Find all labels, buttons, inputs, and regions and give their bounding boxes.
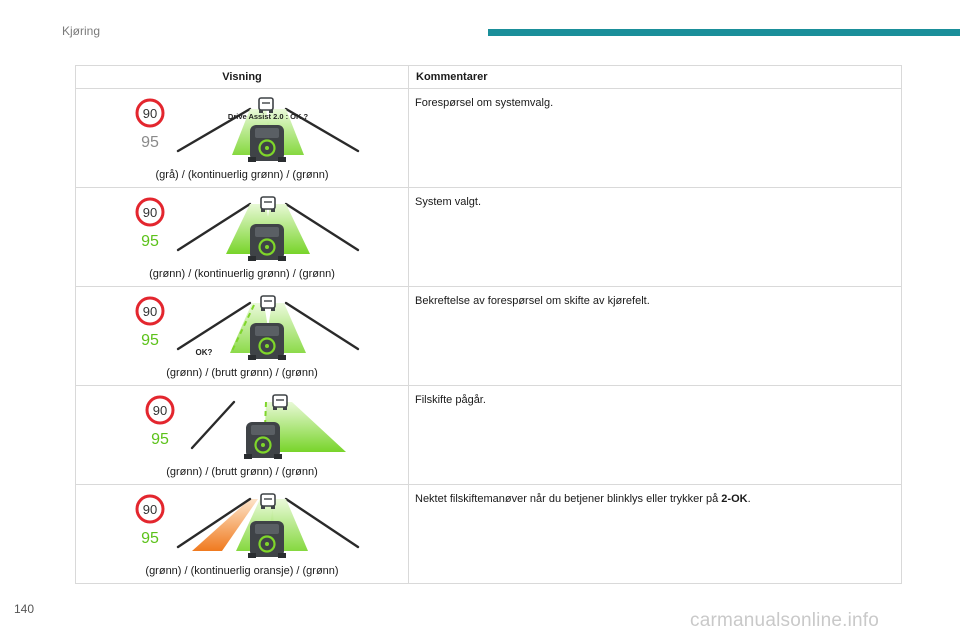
button-reference: 2-OK	[721, 493, 748, 505]
lane-assist-illustration	[126, 95, 366, 165]
system-message-text: Drive Assist 2.0 : OK ?	[227, 112, 309, 121]
table-row	[76, 287, 902, 386]
suggested-speed-value: 95	[141, 530, 159, 547]
display-caption: (grønn) / (brutt grønn) / (grønn)	[166, 367, 318, 379]
header-accent-bar	[488, 29, 960, 36]
speed-limit-value: 90	[142, 502, 158, 517]
lane-assist-illustration	[126, 392, 366, 462]
comment-cell	[409, 89, 902, 188]
comment-text: Nektet filskiftemanøver når du betjener blinklys eller trykker på 2-OK.	[415, 493, 751, 505]
table-header-row	[76, 66, 902, 89]
display-cell	[76, 287, 409, 386]
display-caption: (grønn) / (brutt grønn) / (grønn)	[166, 466, 318, 478]
system-message-text: OK?	[195, 348, 213, 357]
comment-text: Filskifte pågår.	[415, 394, 486, 406]
display-caption: (grønn) / (kontinuerlig oransje) / (grønn)	[145, 565, 339, 577]
comment-text: System valgt.	[415, 196, 482, 208]
display-cell	[76, 89, 409, 188]
table-row	[76, 485, 902, 584]
comment-cell	[409, 485, 902, 584]
suggested-speed-value: 95	[151, 431, 169, 448]
speed-limit-value: 90	[152, 403, 168, 418]
lane-assist-illustration	[126, 491, 366, 561]
speed-limit-value: 90	[142, 304, 158, 319]
lane-assist-illustration	[126, 194, 366, 264]
display-cell	[76, 386, 409, 485]
table-row	[76, 188, 902, 287]
suggested-speed-value: 95	[141, 233, 159, 250]
speed-limit-value: 90	[142, 106, 158, 121]
column-header-display: Visning	[76, 66, 409, 89]
suggested-speed-value: 95	[141, 332, 159, 349]
column-header-comments: Kommentarer	[409, 66, 902, 89]
comment-text: Bekreftelse av forespørsel om skifte av kjørefelt.	[415, 295, 650, 307]
display-cell	[76, 485, 409, 584]
section-title: Kjøring	[62, 24, 101, 38]
display-cell	[76, 188, 409, 287]
table-row	[76, 386, 902, 485]
speed-limit-value: 90	[142, 205, 158, 220]
display-table	[75, 65, 902, 584]
comment-cell	[409, 188, 902, 287]
suggested-speed-value: 95	[141, 134, 159, 151]
page-number: 140	[14, 602, 35, 616]
display-caption: (grønn) / (kontinuerlig grønn) / (grønn)	[149, 268, 335, 280]
comment-text: Forespørsel om systemvalg.	[415, 97, 554, 109]
display-caption: (grå) / (kontinuerlig grønn) / (grønn)	[155, 169, 329, 181]
comment-cell	[409, 386, 902, 485]
table-row	[76, 89, 902, 188]
watermark: carmanualsonline.info	[690, 610, 880, 631]
lane-assist-illustration	[126, 293, 366, 363]
comment-cell	[409, 287, 902, 386]
